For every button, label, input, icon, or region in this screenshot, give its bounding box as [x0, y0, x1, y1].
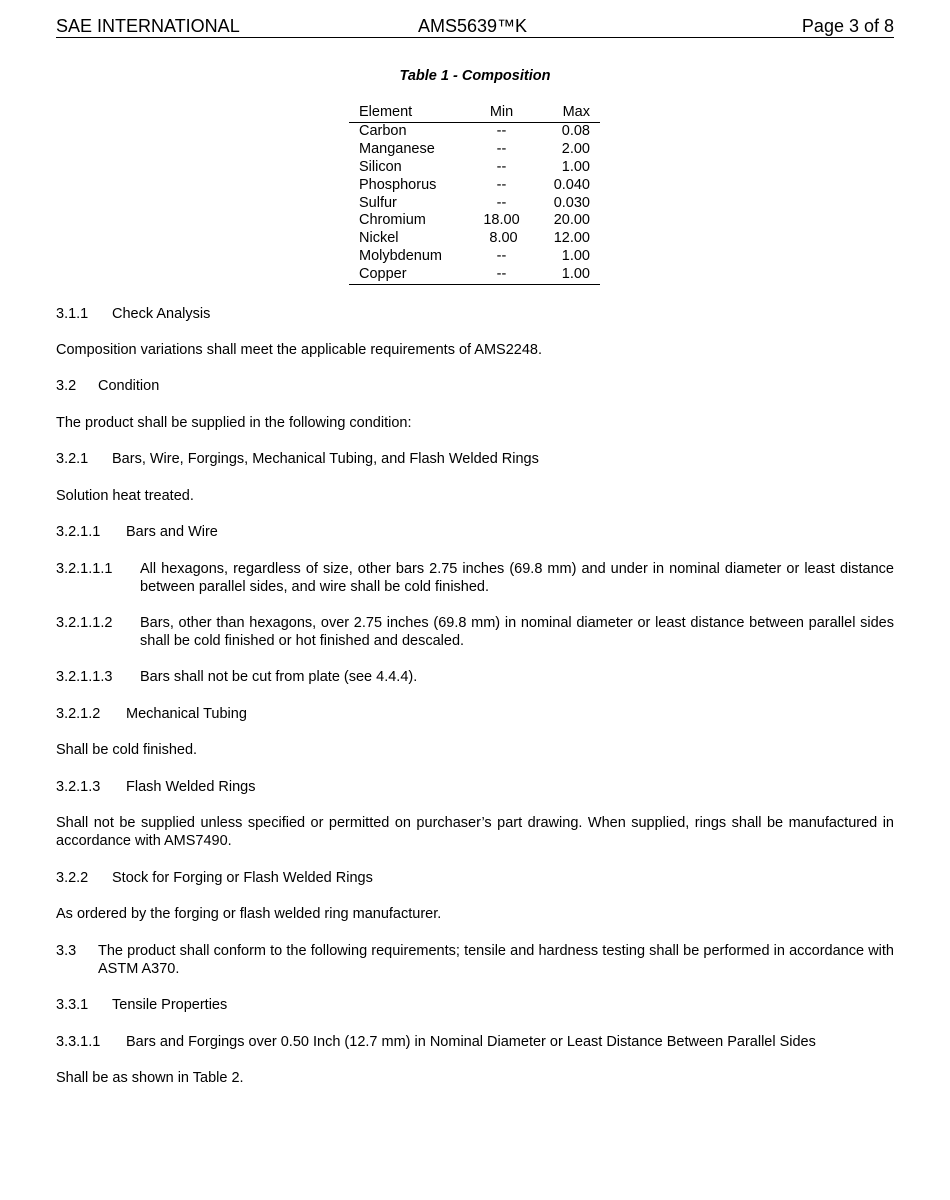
section-title: Condition — [98, 378, 160, 394]
max-cell: 1.00 — [525, 266, 600, 284]
element-cell: Silicon — [359, 158, 402, 175]
element-cell: Molybdenum — [359, 248, 443, 265]
max-cell: 20.00 — [553, 212, 590, 229]
paragraph: The product shall conform to the following requirements; tensile and hardness testing shall be performed in accordance with ASTM A370. — [98, 943, 894, 977]
element-cell: Sulfur — [359, 194, 397, 211]
paragraph: Solution heat treated. — [56, 488, 194, 504]
section-number: 3.2.1.2 — [56, 706, 101, 722]
min-cell: -- — [496, 248, 507, 265]
column-header: Min — [478, 104, 525, 122]
table-row — [349, 230, 600, 248]
section-number: 3.1.1 — [56, 306, 89, 322]
max-cell: 0.030 — [553, 194, 590, 211]
header-org: SAE INTERNATIONAL — [56, 16, 240, 36]
paragraph: Shall not be supplied unless specified or permitted on purchaser’s part drawing. When supplied, rings shall be manufactured in accordance with AMS7490. — [56, 815, 894, 849]
section-title: Bars and Forgings over 0.50 Inch (12.7 mm) in Nominal Diameter or Least Distance Between Parallel Sides — [126, 1034, 816, 1050]
section-title: Stock for Forging or Flash Welded Rings — [112, 870, 373, 886]
paragraph: Bars, other than hexagons, over 2.75 inches (69.8 mm) in nominal diameter or least distance between parallel sides shall be cold finished or hot finished and descaled. — [140, 615, 894, 649]
header-doc-number: AMS5639™K — [418, 16, 528, 36]
section-title: Mechanical Tubing — [126, 706, 247, 722]
section-number: 3.3.1.1 — [56, 1034, 101, 1050]
section-number: 3.2.1.1.1 — [56, 561, 113, 577]
section-number: 3.2.1.1 — [56, 524, 101, 540]
table-row — [349, 248, 600, 266]
column-header: Max — [525, 104, 600, 122]
table-row — [349, 177, 600, 195]
section-title: Flash Welded Rings — [126, 779, 256, 795]
section-title: Bars, Wire, Forgings, Mechanical Tubing, and Flash Welded Rings — [112, 451, 539, 467]
paragraph: Composition variations shall meet the applicable requirements of AMS2248. — [56, 342, 543, 358]
section-number: 3.2.1.1.2 — [56, 615, 113, 631]
table-row — [349, 195, 600, 213]
paragraph: The product shall be supplied in the following condition: — [56, 415, 412, 431]
page-header — [56, 15, 894, 38]
min-cell: -- — [496, 122, 507, 139]
min-cell: 8.00 — [485, 230, 518, 247]
section-title: Bars and Wire — [126, 524, 218, 540]
table-row — [349, 122, 600, 140]
min-cell: -- — [496, 158, 507, 175]
element-cell: Nickel — [359, 230, 399, 247]
paragraph: All hexagons, regardless of size, other bars 2.75 inches (69.8 mm) and under in nominal diameter or least distance between parallel sides, and wire shall be cold finished. — [140, 561, 894, 595]
section-number: 3.2.1.1.3 — [56, 669, 113, 685]
section-number: 3.2.1 — [56, 451, 89, 467]
column-header: Element — [349, 104, 478, 122]
section-number: 3.2.1.3 — [56, 779, 101, 795]
element-cell: Copper — [349, 266, 478, 284]
section-title: Check Analysis — [112, 306, 211, 322]
max-cell: 0.040 — [553, 176, 590, 193]
element-cell: Chromium — [359, 212, 426, 229]
composition-table — [349, 104, 600, 285]
header-page-number: Page 3 of 8 — [801, 16, 894, 36]
section-number: 3.3.1 — [56, 997, 89, 1013]
table-row — [349, 141, 600, 159]
section-number: 3.3 — [56, 943, 77, 959]
max-cell: 1.00 — [561, 158, 590, 175]
paragraph: As ordered by the forging or flash welded ring manufacturer. — [56, 906, 442, 922]
max-cell: 0.08 — [561, 122, 590, 139]
max-cell: 1.00 — [561, 248, 590, 265]
max-cell: 12.00 — [553, 230, 590, 247]
min-cell: -- — [496, 194, 507, 211]
min-cell: -- — [496, 176, 507, 193]
table-caption: Table 1 - Composition — [399, 68, 551, 84]
min-cell: -- — [496, 140, 507, 157]
min-cell: -- — [478, 266, 525, 284]
element-cell: Phosphorus — [359, 176, 437, 193]
element-cell: Manganese — [359, 140, 435, 157]
section-title: Tensile Properties — [112, 997, 228, 1013]
min-cell: 18.00 — [483, 212, 520, 229]
paragraph: Shall be cold finished. — [56, 742, 198, 758]
max-cell: 2.00 — [561, 140, 590, 157]
table-row — [349, 212, 600, 230]
element-cell: Carbon — [359, 122, 407, 139]
paragraph: Bars shall not be cut from plate (see 4.4.4). — [140, 669, 418, 685]
paragraph: Shall be as shown in Table 2. — [56, 1070, 244, 1086]
section-number: 3.2.2 — [56, 870, 89, 886]
table-row — [349, 266, 600, 284]
section-number: 3.2 — [56, 378, 77, 394]
table-row — [349, 159, 600, 177]
table-header-row — [349, 104, 600, 122]
